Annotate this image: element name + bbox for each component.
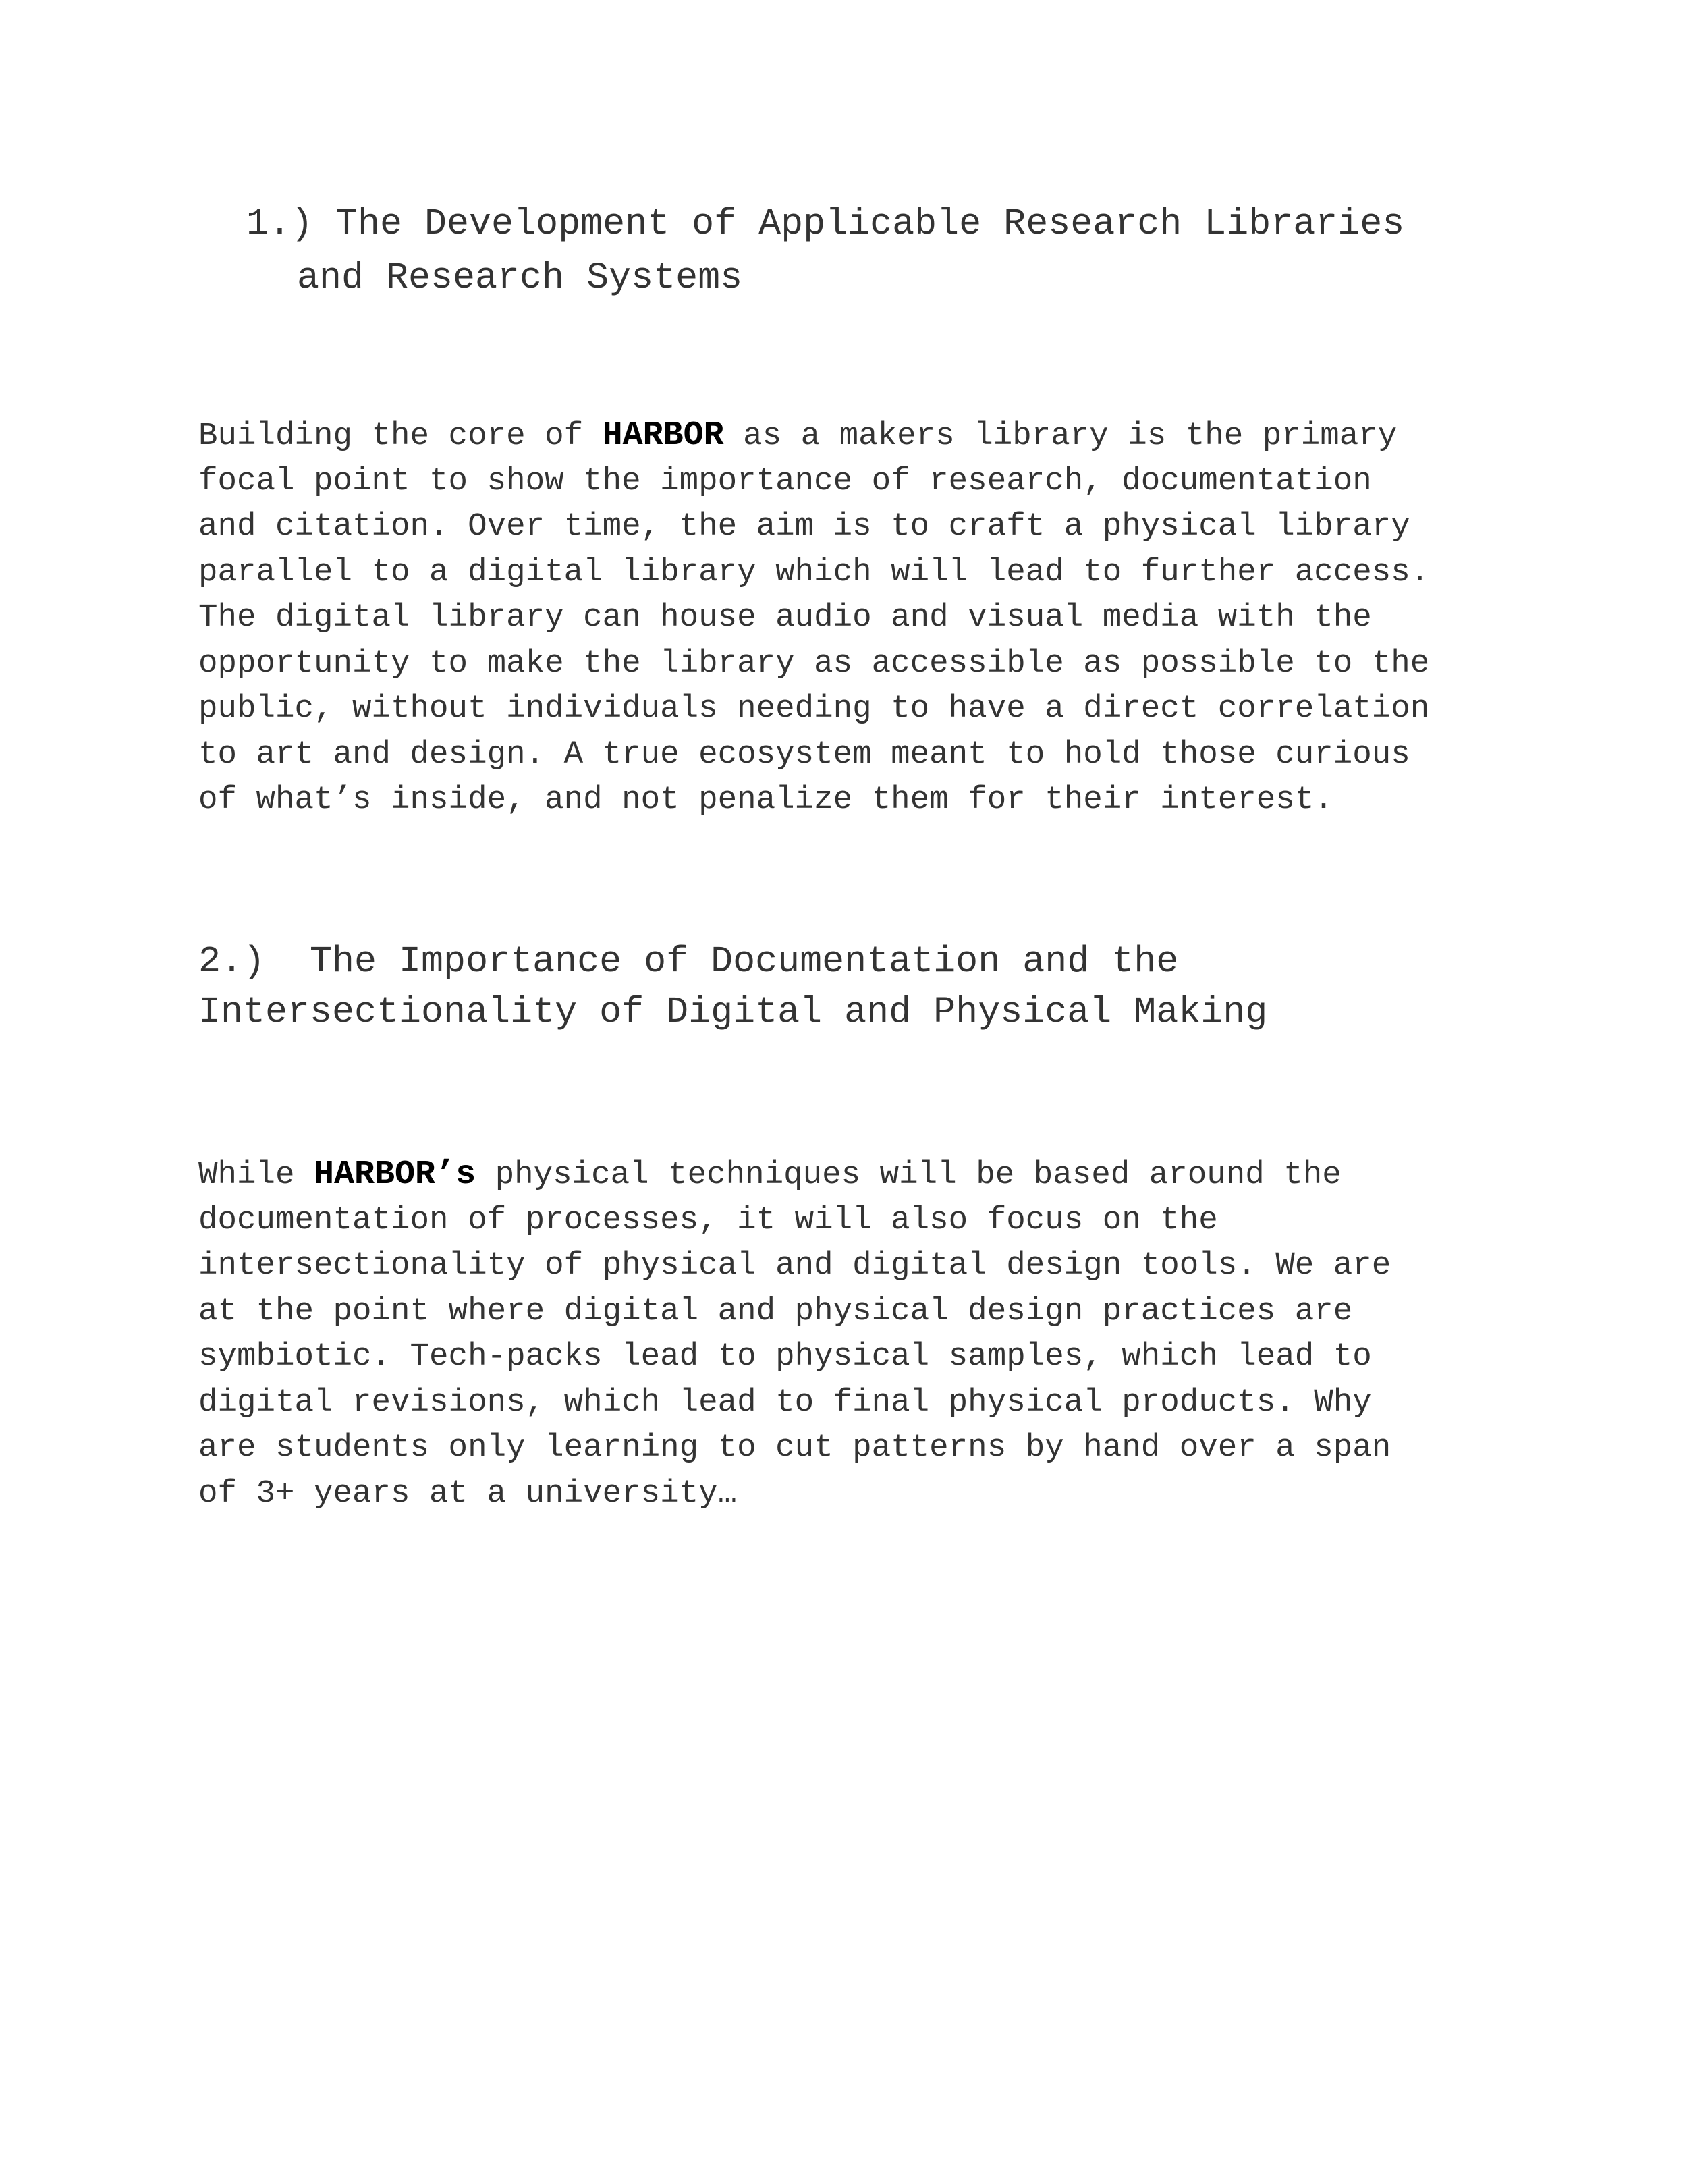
paragraph-line: symbiotic. Tech-packs lead to physical samples, which lead to (198, 1338, 1372, 1375)
text-run: as a makers library is the primary (723, 418, 1398, 454)
section-2-heading-line-2: Intersectionality of Digital and Physical Making (198, 991, 1268, 1033)
paragraph-line: intersectionality of physical and digital design tools. We are (198, 1247, 1391, 1284)
paragraph-line: opportunity to make the library as accessible as possible to the (198, 645, 1430, 682)
paragraph-line: and citation. Over time, the aim is to craft a physical library (198, 508, 1410, 545)
paragraph-line: are students only learning to cut patterns by hand over a span (198, 1429, 1391, 1466)
paragraph-line: The digital library can house audio and visual media with the (198, 599, 1372, 636)
text-run: While (198, 1157, 314, 1193)
section-2-paragraph (198, 1152, 1548, 1517)
paragraph-line: public, without individuals needing to have a direct correlation (198, 690, 1430, 727)
section-1-heading-line-2: and Research Systems (297, 256, 743, 299)
text-run: Building the core of (198, 418, 603, 454)
paragraph-line: focal point to show the importance of research, documentation (198, 462, 1372, 499)
section-2-heading-line-1: 2.) The Importance of Documentation and the (198, 940, 1179, 983)
paragraph-line: digital revisions, which lead to final physical products. Why (198, 1384, 1372, 1421)
paragraph-line: of 3+ years at a university… (198, 1475, 738, 1512)
harbor-name: HARBOR’s (314, 1155, 476, 1194)
text-run: physical techniques will be based around the (476, 1157, 1342, 1193)
section-1-heading-line-1: 1.) The Development of Applicable Research Libraries (246, 202, 1405, 245)
harbor-name: HARBOR (602, 416, 724, 455)
paragraph-line: at the point where digital and physical design practices are (198, 1292, 1353, 1330)
paragraph-line: documentation of processes, it will also focus on the (198, 1201, 1218, 1238)
paragraph-line (198, 413, 1548, 459)
section-1-paragraph (198, 413, 1548, 823)
paragraph-line: of what’s inside, and not penalize them for their interest. (198, 782, 1333, 818)
paragraph-line: parallel to a digital library which will lead to further access. (198, 553, 1430, 591)
paragraph-line: to art and design. A true ecosystem meant to hold those curious (198, 736, 1410, 773)
paragraph-line (198, 1152, 1548, 1198)
